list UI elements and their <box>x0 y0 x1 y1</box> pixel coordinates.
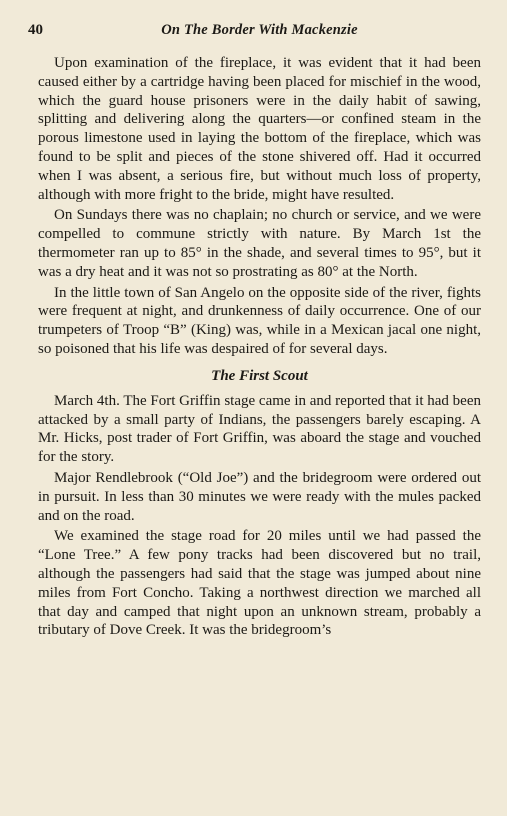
section-heading: The First Scout <box>211 367 308 384</box>
paragraph-san-angelo: In the little town of San Angelo on the opposite side of the river, fights were frequent at night, and drunkenness of daily occurrence. One of our trumpeters of Troop “B” (King) was, while in a Mexican jacal one night, so poisoned that his life was despaired of for several days. <box>38 284 481 357</box>
running-title: On The Border With Mackenzie <box>161 22 358 38</box>
page-header <box>28 18 481 42</box>
paragraph-pursuit-orders: Major Rendlebrook (“Old Joe”) and the bridegroom were ordered out in pursuit. In less than 30 minutes we were ready with the mules packed and on the road. <box>38 469 481 524</box>
paragraph-sundays: On Sundays there was no chaplain; no church or service, and we were compelled to commune strictly with nature. By March 1st the thermometer ran up to 85° in the shade, and several times to 95°, but it was a dry heat and it was not so prostrating as 80° at the North. <box>38 207 481 280</box>
paragraph-fireplace: Upon examination of the fireplace, it was evident that it had been caused either by a cartridge having been placed for mischief in the wood, which the guard house prisoners were in the daily habit of sawing, splitting and delivering along the quarters—or confined steam in the porous limestone used in laying the bottom of the fireplace, which was found to be split and pieces of the stone shivered off. Had it occurred when I was absent, a serious fire, but without much loss of property, although with more fright to the bride, might have resulted. <box>38 55 481 203</box>
page-number: 40 <box>28 22 43 38</box>
paragraph-march-4th: March 4th. The Fort Griffin stage came in and reported that it had been attacked by a small party of Indians, the passengers barely escaping. A Mr. Hicks, post trader of Fort Griffin, was aboard the stage and vouched for the story. <box>38 392 481 466</box>
paragraph-stage-road: We examined the stage road for 20 miles until we had passed the “Lone Tree.” A few pony tracks had been discovered but no trail, although the passengers had said that the stage was jumped about nine miles from Fort Concho. Taking a northwest direction we marched all that day and camped that night upon an unknown stream, probably a tributary of Dove Creek. It was the bridegroom’s <box>38 528 481 639</box>
body-text <box>38 54 481 640</box>
